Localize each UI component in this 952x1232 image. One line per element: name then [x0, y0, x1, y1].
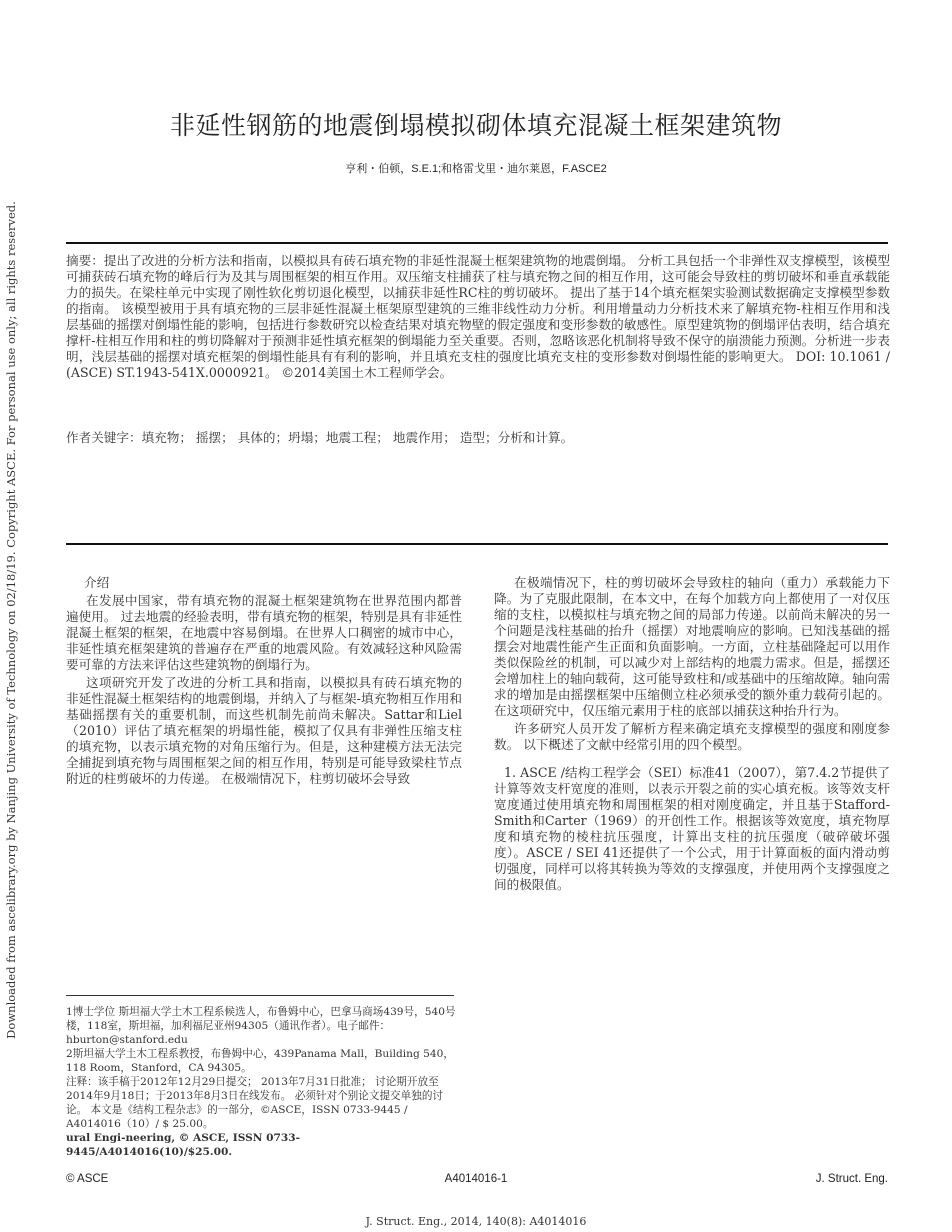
list-item: 1. ASCE /结构工程学会（SEI）标准41（2007），第7.4.2节提供了计算等效支杆宽度的准则，以表示开裂之前的实心填充板。该等效支杆宽度通过使用填充物和周围框架的相对刚度确定，并且基于Stafford-Smith和Carter（1969）的开创性工作。根据该等效宽度，填充物厚度和填充物的棱柱抗压强度，计算出支柱的抗压强度（破碎破坏强度）。ASCE / SEI 41还提供了一个公式，用于计算面板的面内滑动剪切强度，同样可以将其转换为等效的支撑强度，并使用两个支撑强度之间的极限值。 — [494, 765, 890, 892]
section-heading-introduction: 介绍 — [84, 575, 110, 590]
footer-copyright: © ASCE — [66, 1173, 109, 1185]
abstract: 摘要：提出了改进的分析方法和指南，以模拟具有砖石填充物的非延性混凝土框架建筑物的地震倒塌。 分析工具包括一个非弹性双支撑模型，该模型可捕获砖石填充物的峰后行为及其与周围框架的相互作用。双压缩支柱捕获了柱与填充物之间的相互作用，这可能会导致柱的剪切破坏和垂直承载能力的损失。在梁柱单元中实现了刚性软化剪切退化模型，以捕获非延性RC柱的剪切破坏。 提出了基于14个填充框架实验测试数据确定支撑模型参数的指南。 该模型被用于具有填充物的三层非延性混凝土框架原型建筑的三维非线性动力分析。利用增量动力分析技术来了解填充物-柱相互作用和浅层基础的摇摆对倒塌性能的影响，包括进行参数研究以检查结果对填充物壁的假定强度和变形参数的敏感性。原型建筑物的倒塌评估表明，结合填充撑杆-柱相互作用和柱的剪切降解对于预测非延性填充框架的倒塌能力至关重要。否则，忽略该恶化机制将导致不保守的崩溃能力预测。分析进一步表明，浅层基础的摇摆对填充框架的倒塌性能具有有利的影响，并且填充支柱的强度比填充支柱的变形参数对倒塌性能的影响更大。 DOI: 10.1061 / (ASCE) ST.1943-541X.0000921。 ©2014美国土木工程师学会。 — [66, 253, 890, 380]
footer-journal: J. Struct. Eng. — [815, 1173, 888, 1185]
download-notice: Downloaded from ascelibrary.org by Nanjing University of Technology on 02/18/19. Copyright ASCE. For personal use only; all rights reserved. — [4, 201, 18, 1039]
abstract-bottom-rule — [66, 543, 888, 545]
paragraph: 许多研究人员开发了解析方程来确定填充支撑模型的强度和刚度参数。 以下概述了文献中经常引用的四个模型。 — [494, 721, 890, 752]
paragraph: 这项研究开发了改进的分析工具和指南，以模拟具有砖石填充物的非延性混凝土框架结构的地震倒塌，并纳入了与框架-填充物相互作用和基础摇摆有关的重要机制，而这些机制先前尚未解决。Sattar和Liel（2010）评估了填充框架的坍塌性能，模拟了仅具有非弹性压缩支柱的填充物，以表示填充物的对角压缩行为。但是，这种建模方法无法完全捕捉到填充物与周围框架之间的相互作用，特别是可能导致梁柱节点附近的柱剪破坏的力传递。 在极端情况下，柱剪切破坏会导致 — [66, 675, 462, 786]
author-keywords: 作者关键字：填充物； 摇摆； 具体的；坍塌；地震工程； 地震作用； 造型；分析和计算。 — [66, 430, 574, 445]
paragraph: 在发展中国家，带有填充物的混凝土框架建筑物在世界范围内都普遍使用。 过去地震的经验表明，带有填充物的框架，特别是具有非延性混凝土框架的框架，在地震中容易倒塌。在世界人口稠密的城市中心，非延性填充框架建筑的普遍存在严重的地震风险。有效减轻这种风险需要可靠的方法来评估这些建筑物的倒塌行为。 — [66, 593, 462, 672]
paragraph: 在极端情况下，柱的剪切破坏会导致柱的轴向（重力）承载能力下降。为了克服此限制，在本文中，在每个加载方向上都使用了一对仅压缩的支柱，以模拟柱与填充物之间的局部力传递。以前尚未解决的另一个问题是浅柱基础的抬升（摇摆）对地震响应的影响。已知浅基础的摇摆会对地震性能产生正面和负面影响。一方面，立柱基础隆起可以用作类似保险丝的机制，可以减少对上部结构的地震力需求。但是，摇摆还会增加柱上的轴向载荷，这可能导致柱和/或基础中的压缩故障。轴向需求的增加是由摇摆框架中压缩侧立柱必须承受的额外重力载荷引起的。 在这项研究中，仅压缩元素用于柱的底部以捕获这种抬升行为。 — [494, 575, 890, 718]
abstract-top-rule — [66, 242, 888, 244]
footnote: 注释：该手稿于2012年12月29日提交； 2013年7月31日批准； 讨论期开放至2014年9月18日；于2013年8月3日在线发布。 必须针对个别论文提交单独的讨论。 本文是《结构工程杂志》的一部分，©ASCE，ISSN 0733-9445 / A4014016（10）/ $ 25.00。 — [66, 1076, 444, 1130]
citation: J. Struct. Eng., 2014, 140(8): A4014016 — [365, 1215, 587, 1228]
paper-title: 非延性钢筋的地震倒塌模拟砌体填充混凝土框架建筑物 — [169, 111, 782, 140]
footnote: 1博士学位 斯坦福大学土木工程系候选人，布鲁姆中心，巴拿马商场439号，540号楼，118室，斯坦福，加利福尼亚州94305（通讯作者）。电子邮件：hburton@stanford.edu — [66, 1006, 456, 1046]
footnote: 2斯坦福大学土木工程系教授，布鲁姆中心，439Panama Mall，Building 540，118 Room，Stanford，CA 94305。 — [66, 1048, 454, 1074]
left-column — [66, 575, 462, 789]
right-column — [494, 575, 890, 895]
footnote-rule — [66, 995, 454, 996]
author-line: 亨利・伯顿，S.E.1;和格雷戈里・迪尔莱恩，F.ASCE2 — [345, 163, 607, 175]
footnotes — [66, 1005, 464, 1159]
footnote: ural Engi-neering, © ASCE, ISSN 0733-9445/A4014016(10)/$25.00. — [66, 1132, 301, 1158]
footer-page-id: A4014016-1 — [444, 1173, 508, 1185]
